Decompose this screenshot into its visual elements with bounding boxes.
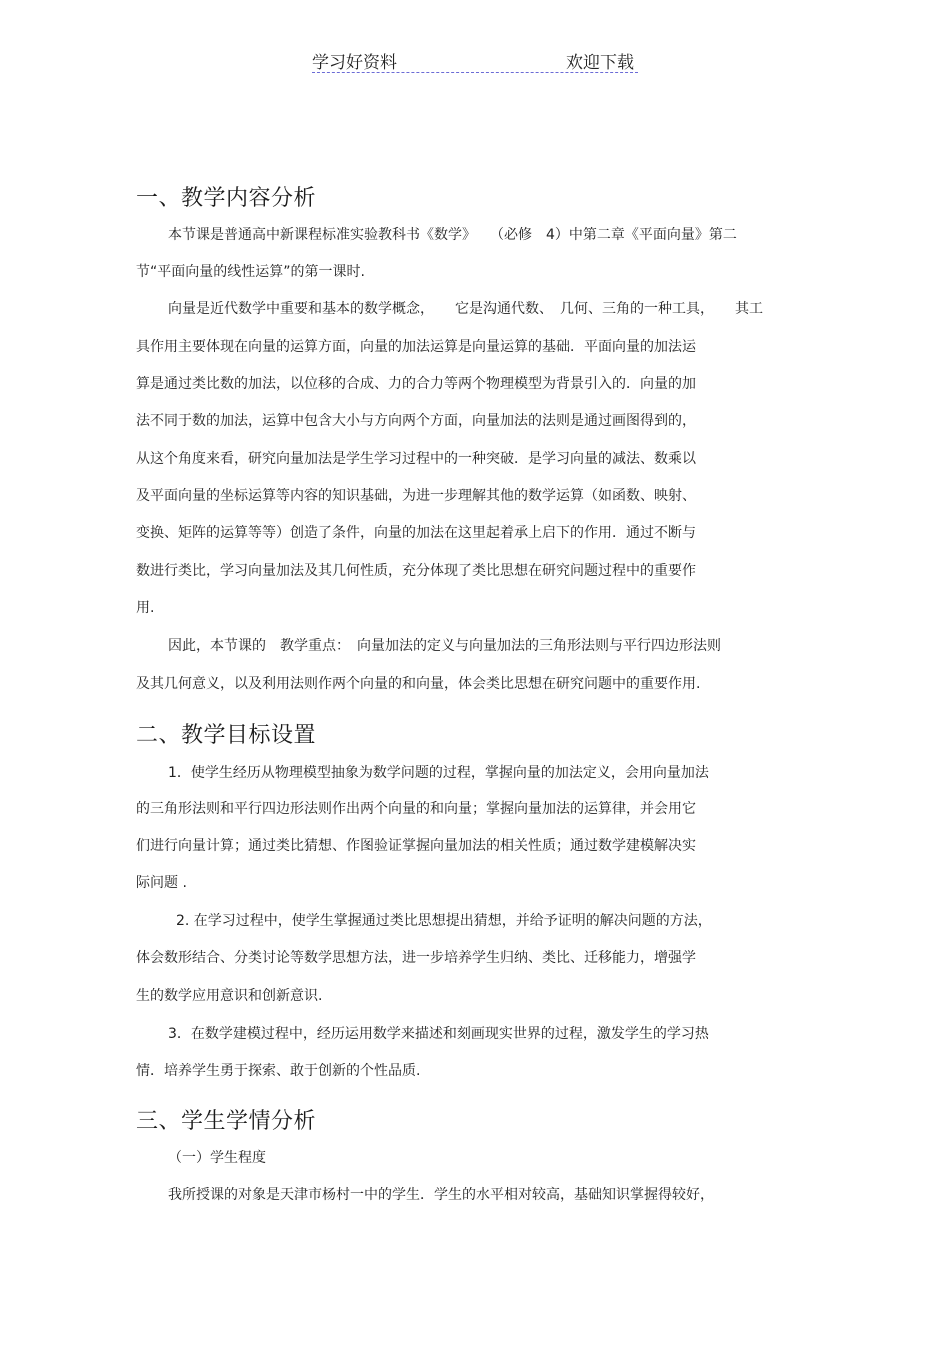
goal-line: 生的数学应用意识和创新意识. (136, 988, 323, 1004)
paragraph-line: 算是通过类比数的加法，以位移的合成、力的合力等两个物理模型为背景引入的．向量的加 (136, 376, 696, 392)
goal-line: 体会数形结合、分类讨论等数学思想方法，进一步培养学生归纳、类比、迁移能力，增强学 (136, 950, 696, 966)
goal-line: 1．使学生经历从物理模型抽象为数学问题的过程，掌握向量的加法定义，会用向量加法 (168, 765, 709, 781)
goal-line: 的三角形法则和平行四边形法则作出两个向量的和向量；掌握向量加法的运算律，并会用它 (136, 801, 696, 817)
goal-line: 际问题 . (136, 875, 187, 891)
paragraph-line: 我所授课的对象是天津市杨村一中的学生．学生的水平相对较高，基础知识掌握得较好， (168, 1187, 714, 1203)
paragraph-line-key-point: 因此，本节课的 教学重点： 向量加法的定义与向量加法的三角形法则与平行四边形法则 (168, 638, 721, 654)
goal-line: 3．在数学建模过程中，经历运用数学来描述和刻画现实世界的过程，激发学生的学习热 (168, 1026, 709, 1042)
paragraph-line: 节“平面向量的线性运算”的第一课时. (136, 264, 365, 280)
header-right-text: 欢迎下载 (566, 53, 634, 73)
paragraph-line: 本节课是普通高中新课程标准实验教科书《数学》 （必修 4）中第二章《平面向量》第二 (168, 227, 737, 243)
paragraph-line: 及其几何意义，以及利用法则作两个向量的和向量，体会类比思想在研究问题中的重要作用. (136, 676, 701, 692)
paragraph-line: 及平面向量的坐标运算等内容的知识基础，为进一步理解其他的数学运算（如函数、映射、 (136, 488, 696, 504)
section-title-student-analysis: 三、学生学情分析 (136, 1109, 317, 1134)
paragraph-line: 法不同于数的加法，运算中包含大小与方向两个方面，向量加法的法则是通过画图得到的， (136, 413, 696, 429)
paragraph-line: 用. (136, 600, 155, 616)
paragraph-line: 向量是近代数学中重要和基本的数学概念， 它是沟通代数、 几何、三角的一种工具， 其工 (168, 301, 763, 317)
page-header (312, 46, 638, 73)
section-title-teaching-goals: 二、教学目标设置 (136, 723, 317, 748)
paragraph-line: 数进行类比，学习向量加法及其几何性质，充分体现了类比思想在研究问题过程中的重要作 (136, 563, 696, 579)
subsection-title-student-level: （一）学生程度 (168, 1150, 266, 1166)
goal-line: 情．培养学生勇于探索、敢于创新的个性品质. (136, 1063, 421, 1079)
paragraph-line: 具作用主要体现在向量的运算方面，向量的加法运算是向量运算的基础．平面向量的加法运 (136, 339, 696, 355)
section-title-content-analysis: 一、教学内容分析 (136, 186, 317, 211)
paragraph-line: 变换、矩阵的运算等等）创造了条件，向量的加法在这里起着承上启下的作用．通过不断与 (136, 525, 696, 541)
goal-line: 们进行向量计算；通过类比猜想、作图验证掌握向量加法的相关性质；通过数学建模解决实 (136, 838, 696, 854)
paragraph-line: 从这个角度来看，研究向量加法是学生学习过程中的一种突破．是学习向量的减法、数乘以 (136, 451, 696, 467)
header-left-text: 学习好资料 (312, 53, 397, 73)
goal-line: 2. 在学习过程中，使学生掌握通过类比思想提出猜想，并给予证明的解决问题的方法， (176, 913, 712, 929)
